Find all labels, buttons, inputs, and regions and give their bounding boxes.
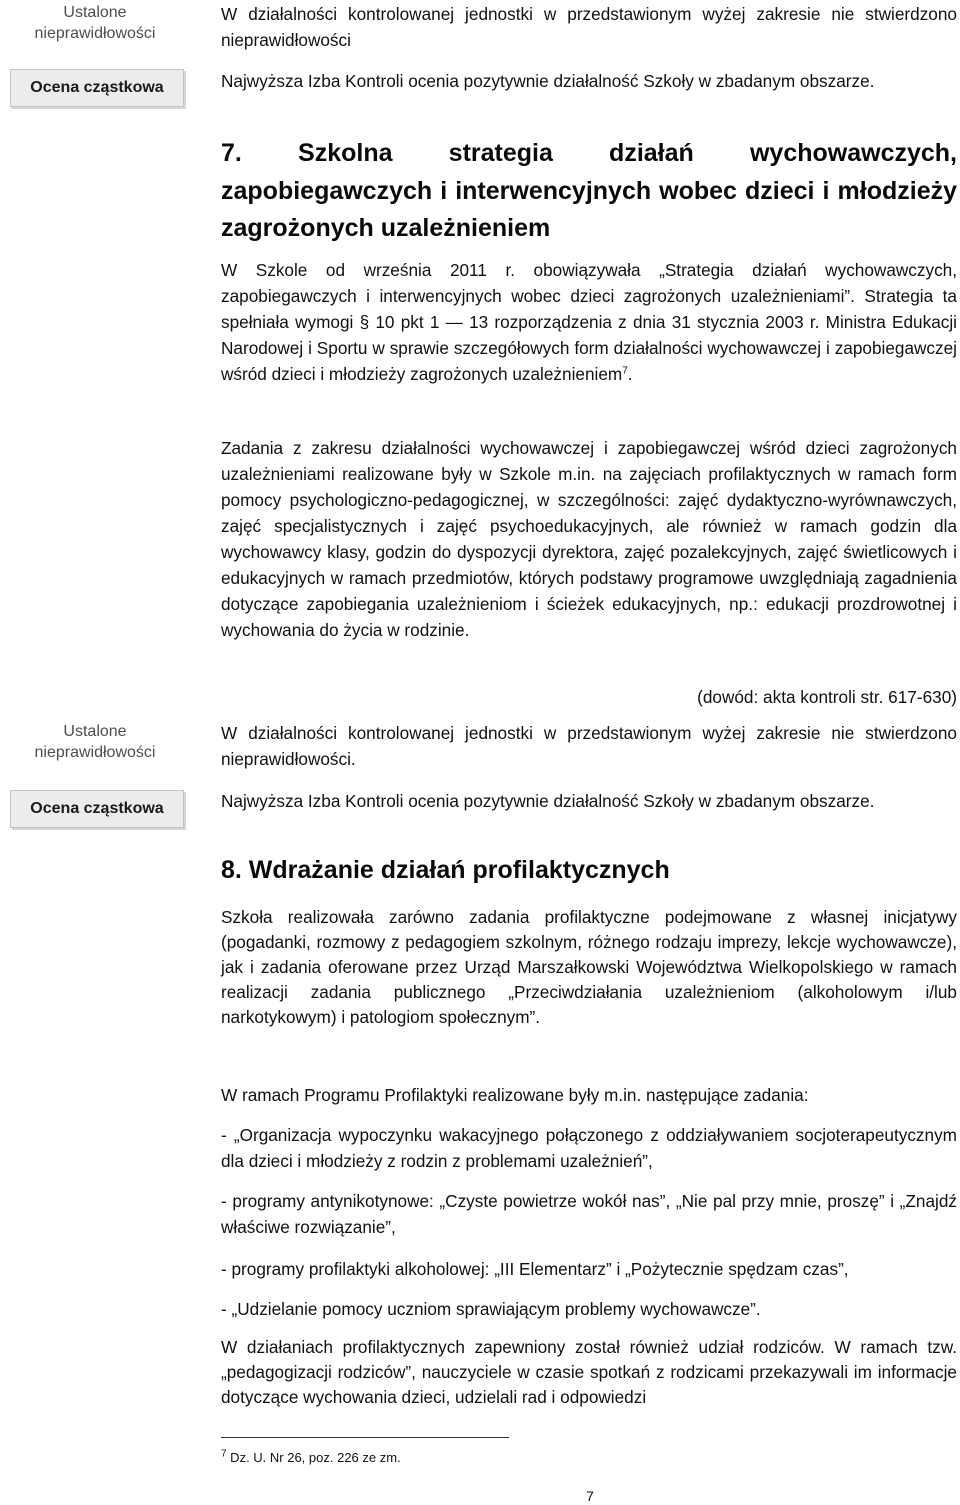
list-item: - „Organizacja wypoczynku wakacyjnego połączonego z oddziaływaniem socjoterapeutycznym dla dzieci i młodzieży z rodzin z problemami uzależnień”,: [221, 1125, 957, 1171]
evidence-reference: (dowód: akta kontroli str. 617-630): [697, 687, 957, 707]
findings-label-line2: nieprawidłowości: [34, 25, 156, 42]
list-item: - programy profilaktyki alkoholowej: „III Elementarz” i „Pożytecznie spędzam czas”,: [221, 1259, 849, 1279]
section-8-heading: 8. Wdrażanie działań profilaktycznych: [221, 856, 670, 884]
intro-finding-paragraph: W działalności kontrolowanej jednostki w przedstawionym wyżej zakresie nie stwierdzono nieprawidłowości: [221, 4, 957, 50]
footnote: [221, 1450, 401, 1466]
section-7-paragraph-1-end: .: [627, 364, 633, 384]
footnote-number: 7: [221, 1448, 227, 1460]
section-8-paragraph-2: W ramach Programu Profilaktyki realizowane były m.in. następujące zadania:: [221, 1085, 809, 1105]
partial-assessment-box-2: [10, 790, 184, 828]
findings-label-line1: Ustalone: [63, 723, 127, 740]
section-7-paragraph-1: [221, 257, 957, 387]
findings-label-2: [0, 721, 190, 763]
page-number: 7: [586, 1488, 594, 1504]
list-item: - programy antynikotynowe: „Czyste powietrze wokół nas”, „Nie pal przy mnie, proszę” i „Znajdź właściwe rozwiązanie”,: [221, 1191, 957, 1237]
footnote-text: Dz. U. Nr 26, poz. 226 ze zm.: [226, 1450, 401, 1465]
section-8-paragraph-1: Szkoła realizowała zarówno zadania profilaktyczne podejmowane z własnej inicjatywy (pogadanki, rozmowy z pedagogiem szkolnym, różnego rodzaju imprezy, lekcje wychowawcze), jak i zadania oferowane przez Urząd Marszałkowski Województwa Wielkopolskiego w ramach realizacji zadania publicznego „Przeciwdziałania uzależnieniom (alkoholowym i/lub narkotykowym) i patologiom społecznym”.: [221, 907, 957, 1027]
partial-assessment-label: Ocena cząstkowa: [30, 79, 164, 96]
section-7-heading: 7. Szkolna strategia działań wychowawczych, zapobiegawczych i interwencyjnych wobec dzieci i młodzieży zagrożonych uzależnieniem: [221, 139, 957, 242]
section-7-finding-paragraph: W działalności kontrolowanej jednostki w przedstawionym wyżej zakresie nie stwierdzono nieprawidłowości.: [221, 723, 957, 769]
intro-assessment-paragraph: Najwyższa Izba Kontroli ocenia pozytywnie działalność Szkoły w zbadanym obszarze.: [221, 71, 875, 91]
findings-label-1: [0, 2, 190, 44]
list-item: - „Udzielanie pomocy uczniom sprawiającym problemy wychowawcze”.: [221, 1299, 761, 1319]
section-7-assessment-paragraph: Najwyższa Izba Kontroli ocenia pozytywnie działalność Szkoły w zbadanym obszarze.: [221, 791, 875, 811]
section-7-paragraph-2: Zadania z zakresu działalności wychowawczej i zapobiegawczej wśród dzieci zagrożonych uzależnieniami realizowane były w Szkole m.in. na zajęciach profilaktycznych w ramach form pomocy psychologiczno-pedagogicznej, w szczególności: zajęć dydaktyczno-wyrównawczych, zajęć specjalistycznych i zajęć psychoedukacyjnych, ale również w ramach godzin dla wychowawcy klasy, godzin do dyspozycji dyrektora, zajęć pozalekcyjnych, zajęć świetlicowych i edukacyjnych w ramach przedmiotów, których podstawy programowe uwzględniają zagadnienia dotyczące zapobiegania uzależnieniom i ścieżek edukacyjnych, np.: edukacji prozdrowotnej i wychowania do życia w rodzinie.: [221, 438, 957, 640]
section-7-paragraph-1-text: W Szkole od września 2011 r. obowiązywała „Strategia działań wychowawczych, zapobiegawczych i interwencyjnych wobec dzieci zagrożonych uzależnieniami”. Strategia ta spełniała wymogi § 10 pkt 1 — 13 rozporządzenia z dnia 31 stycznia 2003 r. Ministra Edukacji Narodowej i Sportu w sprawie szczegółowych form działalności wychowawczej i zapobiegawczej wśród dzieci i młodzieży zagrożonych uzależnieniem: [221, 260, 957, 384]
findings-label-line2: nieprawidłowości: [34, 744, 156, 761]
footnote-reference: 7: [622, 365, 628, 377]
section-8-paragraph-3: W działaniach profilaktycznych zapewniony został również udział rodziców. W ramach tzw. „pedagogizacji rodziców”, nauczyciele w czasie spotkań z rodzicami przekazywali im informacje dotyczące wychowania dzieci, udzielali rad i odpowiedzi: [221, 1337, 957, 1407]
partial-assessment-label: Ocena cząstkowa: [30, 800, 164, 817]
partial-assessment-box-1: [10, 69, 184, 107]
findings-label-line1: Ustalone: [63, 4, 127, 21]
footnote-divider: [221, 1437, 509, 1438]
